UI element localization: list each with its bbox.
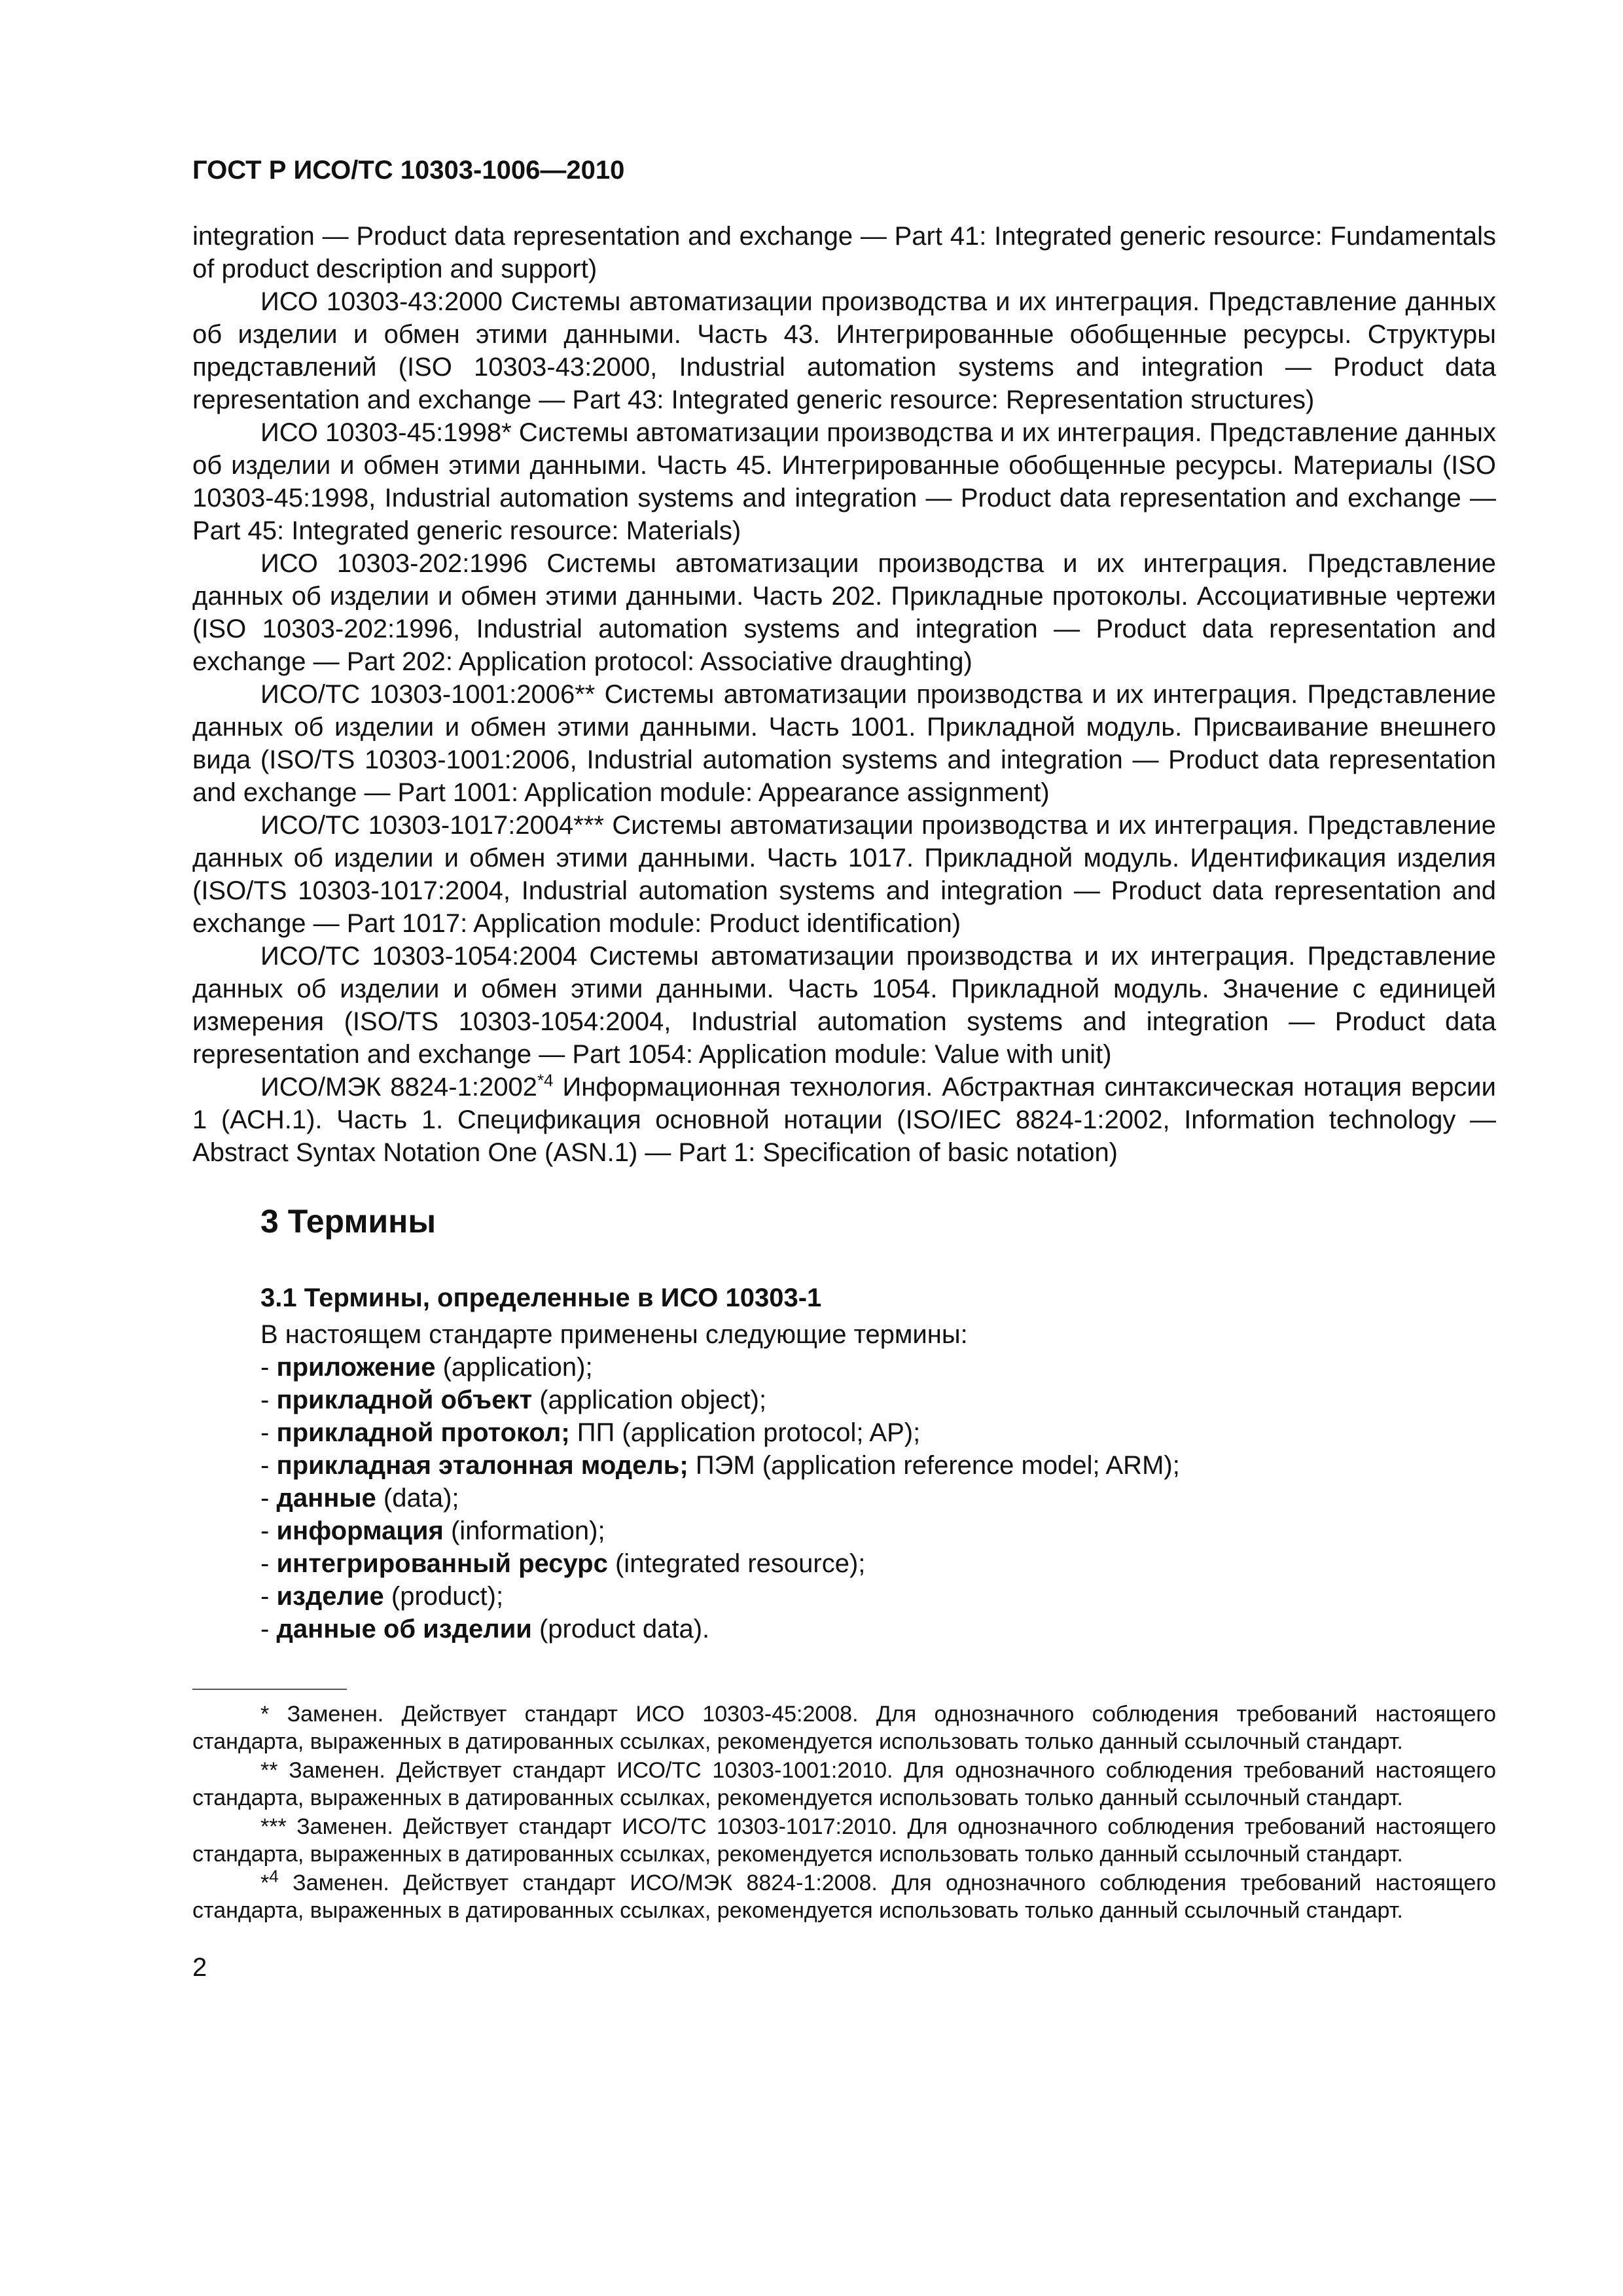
- term-item: - прикладная эталонная модель; ПЭМ (application reference model; ARM);: [260, 1451, 1180, 1480]
- footnote-ref-mark: **: [575, 680, 596, 709]
- reference-item: ИСО 10303-202:1996 Системы автоматизации производства и их интеграция. Представление данных об изделии и обмен этими данными. Часть 202. Прикладные протоколы. Ассоциативные чертежи (ISO 10303-202:1996, Industrial automation systems and integration — Product data representation and exchange — Part 202: Application protocol: Associative draughting): [192, 549, 1496, 676]
- term: изделие: [276, 1582, 384, 1611]
- term-item: - прикладной протокол; ПП (application protocol; AP);: [260, 1418, 921, 1447]
- subsection-title: 3.1 Термины, определенные в ИСО 10303-1: [260, 1283, 822, 1312]
- footnote: [192, 1700, 1496, 1755]
- footnote: [192, 1866, 1496, 1924]
- reference-text: Информационная технология. Абстрактная синтаксическая нотация версии 1 (АСН.1). Часть 1. Спецификация основной нотации (ISO/IEC 8824-1:2002, Information technology — Abstract Syntax Notation One (ASN.1) — Part 1: Specification of basic notation): [192, 1073, 1496, 1167]
- reference-item: integration — Product data representation and exchange — Part 41: Integrated generic resource: Fundamentals of product description and support): [192, 222, 1496, 283]
- reference-code: ИСО 10303-45:1998: [260, 418, 502, 447]
- reference-code: ИСО/ТС 10303-1017:2004: [260, 811, 574, 840]
- footnote-text: Заменен. Действует стандарт ИСО 10303-45:2008. Для однозначного соблюдения требований настоящего стандарта, выраженных в датированных ссылках, рекомендуется использовать только данный ссылочный стандарт.: [192, 1702, 1496, 1754]
- terms-intro: В настоящем стандарте применены следующие термины:: [260, 1320, 968, 1349]
- reference-item: [192, 416, 1496, 547]
- term-item: - данные (data);: [260, 1484, 459, 1513]
- footnote: [192, 1757, 1496, 1812]
- term: данные: [276, 1484, 376, 1513]
- reference-item: ИСО/ТС 10303-1054:2004 Системы автоматизации производства и их интеграция. Представление данных об изделии и обмен этими данными. Часть 1054. Прикладной модуль. Значение с единицей измерения (ISO/TS 10303-1054:2004, Industrial automation systems and integration — Product data representation and exchange — Part 1054: Application module: Value with unit): [192, 942, 1496, 1069]
- term-translation: (data);: [376, 1484, 459, 1513]
- footnote-separator: [192, 1689, 347, 1690]
- term-item: - интегрированный ресурс (integrated resource);: [260, 1549, 866, 1578]
- term-item: - прикладной объект (application object);: [260, 1386, 767, 1414]
- reference-item: ИСО 10303-43:2000 Системы автоматизации производства и их интеграция. Представление данных об изделии и обмен этими данными. Часть 43. Интегрированные обобщенные ресурсы. Структуры представлений (ISO 10303-43:2000, Industrial automation systems and integration — Product data representation and exchange — Part 43: Integrated generic resource: Representation structures): [192, 287, 1496, 414]
- section-title: 3 Термины: [260, 1203, 437, 1240]
- term: прикладная эталонная модель;: [276, 1451, 688, 1480]
- normative-references: [192, 220, 1496, 1169]
- reference-text: Системы автоматизации производства и их интеграция. Представление данных об изделии и обмен этими данными. Часть 1001. Прикладной модуль. Присваивание внешнего вида (ISO/TS 10303-1001:2006, Industrial automation systems and integration — Product data representation and exchange — Part 1001: Application module: Appearance assignment): [192, 680, 1496, 807]
- reference-code: ИСО/ТС 10303-1001:2006: [260, 680, 575, 709]
- term-translation: (integrated resource);: [607, 1549, 866, 1578]
- terms-list: [260, 1351, 1496, 1645]
- term-item: - приложение (application);: [260, 1353, 593, 1382]
- reference-code: ИСО/МЭК 8824-1:2002: [260, 1073, 537, 1102]
- footnote-ref-mark: ***: [573, 811, 604, 840]
- term-translation: (product data).: [531, 1615, 710, 1643]
- term: информация: [276, 1516, 444, 1545]
- document-header: ГОСТ Р ИСО/ТС 10303-1006—2010: [192, 156, 625, 185]
- footnote-ref-mark: *4: [537, 1070, 554, 1090]
- term-translation: ПЭМ (application reference model; ARM);: [688, 1451, 1180, 1480]
- footnote-ref-mark: *: [501, 418, 512, 447]
- reference-item: [192, 1071, 1496, 1169]
- footnotes: [192, 1700, 1496, 1924]
- reference-item: [192, 678, 1496, 809]
- footnote-mark: ***: [260, 1814, 297, 1839]
- page-number: 2: [192, 1953, 207, 1982]
- term-translation: ПП (application protocol; AP);: [569, 1418, 921, 1447]
- term: прикладной протокол;: [276, 1418, 570, 1447]
- term: приложение: [276, 1353, 436, 1382]
- term: данные об изделии: [276, 1615, 532, 1643]
- term-translation: (application object);: [532, 1386, 767, 1414]
- reference-text: Системы автоматизации производства и их интеграция. Представление данных об изделии и обмен этими данными. Часть 1017. Прикладной модуль. Идентификация изделия (ISO/TS 10303-1017:2004, Industrial automation systems and integration — Product data representation and exchange — Part 1017: Application module: Product identification): [192, 811, 1496, 938]
- term-item: - информация (information);: [260, 1516, 605, 1545]
- term: интегрированный ресурс: [276, 1549, 608, 1578]
- term-translation: (application);: [435, 1353, 593, 1382]
- reference-item: [192, 809, 1496, 940]
- term: прикладной объект: [276, 1386, 533, 1414]
- term-translation: (product);: [383, 1582, 504, 1611]
- footnote-text: Заменен. Действует стандарт ИСО/МЭК 8824-1:2008. Для однозначного соблюдения требований настоящего стандарта, выраженных в датированных ссылках, рекомендуется использовать только данный ссылочный стандарт.: [192, 1871, 1496, 1923]
- footnote-text: Заменен. Действует стандарт ИСО/ТС 10303-1001:2010. Для однозначного соблюдения требований настоящего стандарта, выраженных в датированных ссылках, рекомендуется использовать только данный ссылочный стандарт.: [192, 1758, 1496, 1810]
- term-translation: (information);: [443, 1516, 605, 1545]
- footnote-mark: *: [260, 1702, 287, 1727]
- footnote-text: Заменен. Действует стандарт ИСО/ТС 10303-1017:2010. Для однозначного соблюдения требований настоящего стандарта, выраженных в датированных ссылках, рекомендуется использовать только данный ссылочный стандарт.: [192, 1814, 1497, 1867]
- term-item: - данные об изделии (product data).: [260, 1615, 710, 1643]
- footnote-mark-sup: 4: [269, 1866, 279, 1886]
- footnote-mark: **: [260, 1758, 289, 1783]
- footnote-mark: *: [260, 1871, 270, 1895]
- term-item: - изделие (product);: [260, 1582, 504, 1611]
- reference-text: Системы автоматизации производства и их интеграция. Представление данных об изделии и обмен этими данными. Часть 45. Интегрированные обобщенные ресурсы. Материалы (ISO 10303-45:1998, Industrial automation systems and integration — Product data representation and exchange — Part 45: Integrated generic resource: Materials): [192, 418, 1497, 545]
- footnote: [192, 1813, 1496, 1868]
